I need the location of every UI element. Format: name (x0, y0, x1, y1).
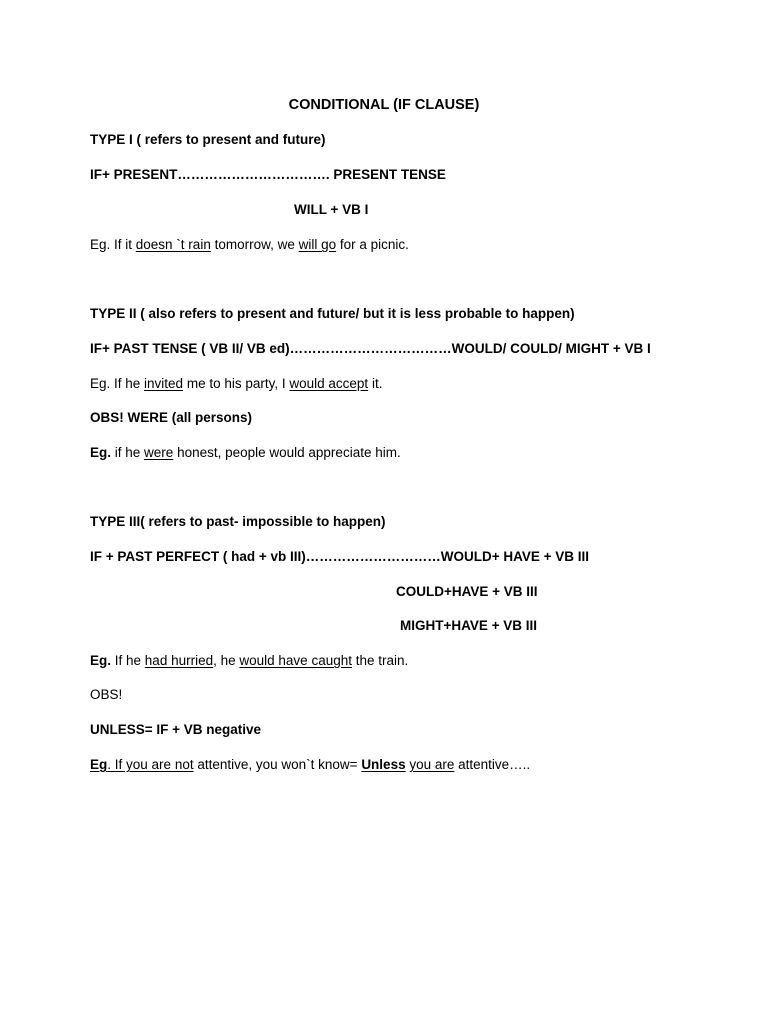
unless-rule: UNLESS= IF + VB negative (90, 722, 262, 737)
obs-note: OBS! (90, 687, 123, 702)
unless-example (90, 756, 530, 774)
example-underlined: would have caught (239, 653, 352, 668)
example-text: it. (368, 376, 383, 391)
example-text: If he (111, 653, 145, 668)
type1-formula: IF+ PRESENT……………………………. PRESENT TENSE (90, 167, 446, 182)
example-text: attentive, you won`t know= (193, 757, 362, 772)
example-underlined: invited (144, 376, 184, 391)
type2-heading: TYPE II ( also refers to present and future/ but it is less probable to happen) (90, 306, 575, 321)
type1-formula-will: WILL + VB I (294, 202, 369, 217)
page-title: CONDITIONAL (IF CLAUSE) (288, 97, 480, 113)
example-underlined: doesn `t rain (135, 237, 211, 252)
example-text: attentive….. (454, 757, 531, 772)
type2-example-were (90, 444, 401, 462)
example-underlined: were (144, 445, 174, 460)
type3-example (90, 652, 408, 670)
type3-heading: TYPE III( refers to past- impossible to happen) (90, 514, 386, 529)
example-underlined: had hurried (144, 653, 214, 668)
example-label: Eg (90, 757, 108, 772)
type3-formula-could: COULD+HAVE + VB III (396, 584, 538, 599)
type3-formula: IF + PAST PERFECT ( had + vb III)…………………………WOULD+ HAVE + VB III (90, 549, 590, 564)
example-underlined-bold: Unless (361, 757, 406, 772)
example-text: honest, people would appreciate him. (173, 445, 401, 460)
example-text: if he (111, 445, 145, 460)
example-underlined: will go (298, 237, 337, 252)
example-text: the train. (351, 653, 409, 668)
type1-heading: TYPE I ( refers to present and future) (90, 132, 326, 147)
example-underlined: If you are not (111, 757, 194, 772)
example-text: tomorrow, we (210, 237, 299, 252)
example-label: Eg. (90, 653, 112, 668)
example-label: Eg. (90, 445, 112, 460)
example-text: Eg. If it (90, 237, 136, 252)
type2-example (90, 375, 382, 393)
example-text: for a picnic. (336, 237, 409, 252)
type3-formula-might: MIGHT+HAVE + VB III (400, 618, 538, 633)
example-text: me to his party, I (183, 376, 290, 391)
type1-example (90, 236, 409, 254)
example-underlined: you are (409, 757, 455, 772)
example-underlined: would accept (289, 376, 369, 391)
example-text: , he (213, 653, 240, 668)
example-underlined: . (107, 757, 112, 772)
type2-obs: OBS! WERE (all persons) (90, 410, 253, 425)
type2-formula: IF+ PAST TENSE ( VB II/ VB ed)………………………………WOULD/ COULD/ MIGHT + VB I (90, 341, 651, 356)
example-text: Eg. If he (90, 376, 145, 391)
